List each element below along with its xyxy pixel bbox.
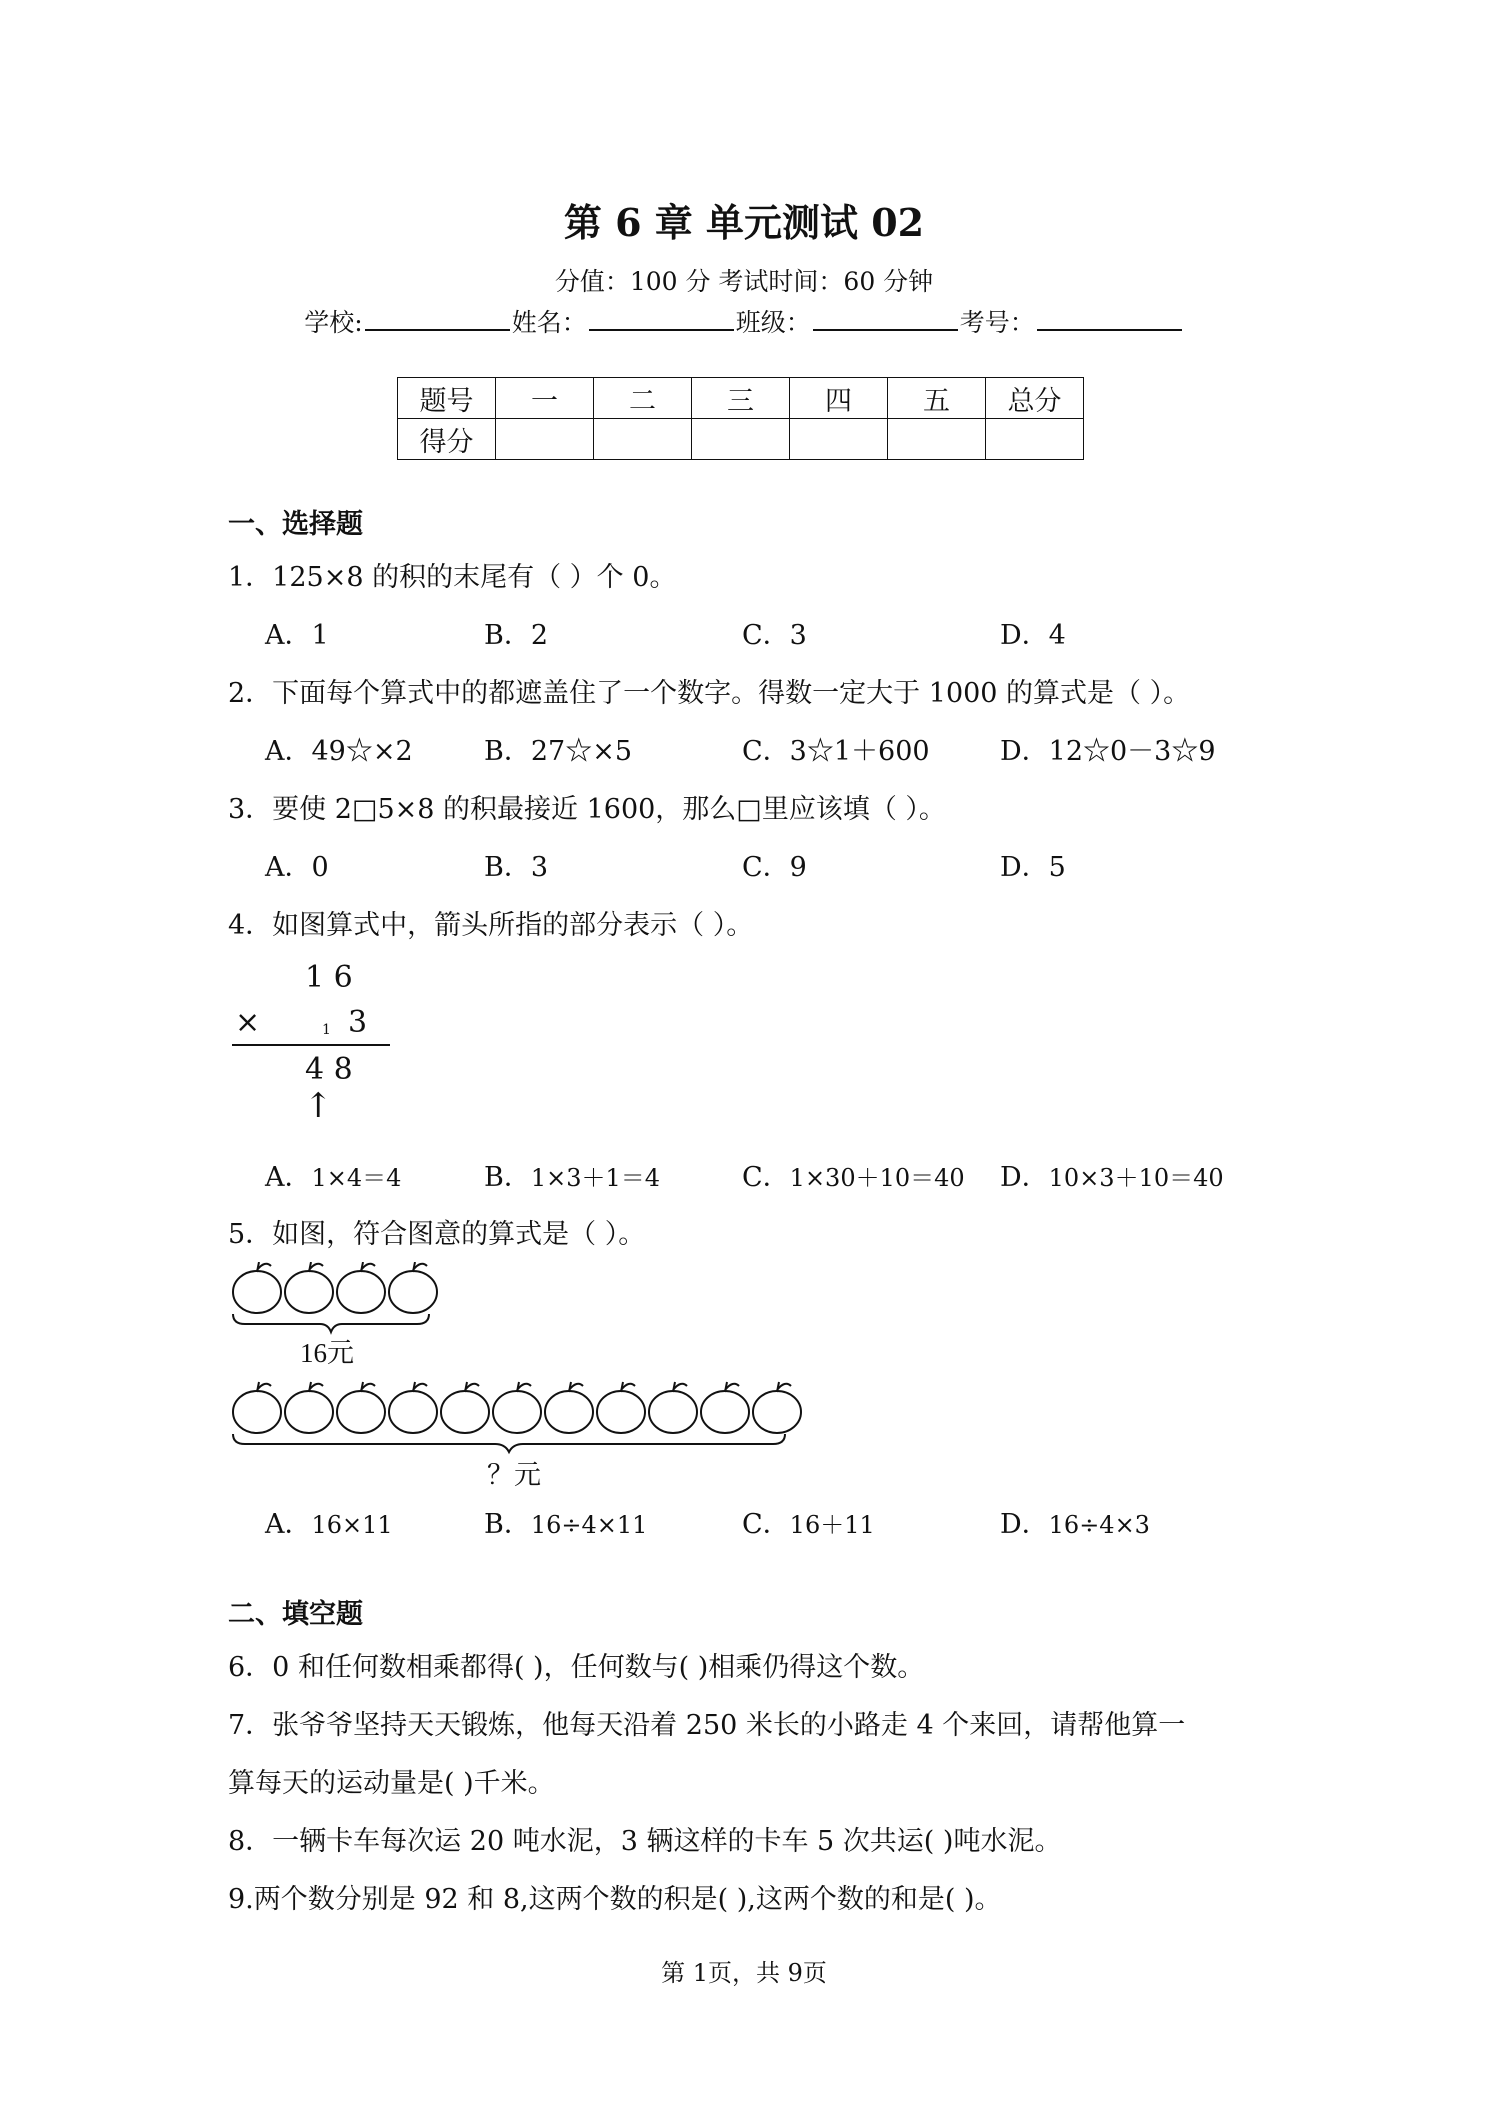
student-info-line [0, 303, 1488, 339]
q3-option-b[interactable]: B．3 [484, 852, 549, 883]
score-cell[interactable] [986, 419, 1084, 460]
option-letter: A． [265, 1509, 312, 1540]
section-heading-fill: 二、填空题 [228, 1599, 363, 1630]
question-7-line-1: 7．张爷爷坚持天天锻炼，他每天沿着 250 米长的小路走 4 个来回，请帮他算一 [228, 1710, 1186, 1741]
q1-option-d[interactable]: D．4 [1000, 620, 1066, 651]
q2-option-c[interactable]: C．3☆1＋600 [742, 736, 930, 767]
q1-option-a[interactable]: A．1 [265, 620, 329, 651]
option-formula: 16＋11 [789, 1511, 875, 1539]
apple-icon [389, 1382, 437, 1433]
score-cell: 得分 [398, 419, 496, 460]
option-formula: 1×4＝4 [311, 1164, 402, 1192]
q3-option-a[interactable]: A．0 [265, 852, 329, 883]
score-cell[interactable] [790, 419, 888, 460]
score-table [397, 377, 1084, 460]
question-9: 9.两个数分别是 92 和 8,这两个数的积是( ),这两个数的和是( )。 [228, 1884, 1002, 1915]
q2-option-d[interactable]: D．12☆0－3☆9 [1000, 736, 1216, 767]
score-cell[interactable] [888, 419, 986, 460]
brace-1 [233, 1314, 429, 1332]
score-table-score-row [398, 419, 1084, 460]
apple-icon [649, 1382, 697, 1433]
school-blank[interactable] [365, 307, 510, 331]
question-5: 5．如图，符合图意的算式是（ ）。 [228, 1219, 646, 1250]
score-cell: 五 [888, 378, 986, 419]
apple-icon [441, 1382, 489, 1433]
id-label: 考号： [959, 308, 1035, 337]
q5-option-d[interactable] [1000, 1502, 1150, 1541]
option-formula: 16÷4×11 [530, 1511, 648, 1539]
score-cell: 二 [594, 378, 692, 419]
apple-icon [545, 1382, 593, 1433]
q5-option-c[interactable] [742, 1502, 875, 1541]
option-formula: 1×3＋1＝4 [530, 1164, 661, 1192]
q4-option-a[interactable] [265, 1155, 401, 1194]
question-7-line-2: 算每天的运动量是( )千米。 [228, 1768, 555, 1799]
apple-icon [493, 1382, 541, 1433]
class-label: 班级： [735, 308, 811, 337]
apple-icon [233, 1262, 281, 1313]
score-cell: 题号 [398, 378, 496, 419]
apple-icon [389, 1262, 437, 1313]
option-letter: C． [742, 1162, 790, 1193]
q2-option-a[interactable]: A．49☆×2 [265, 736, 413, 767]
apple-icon [753, 1382, 801, 1433]
score-table-header-row [398, 378, 1084, 419]
score-cell: 四 [790, 378, 888, 419]
id-blank[interactable] [1037, 307, 1182, 331]
question-4: 4．如图算式中，箭头所指的部分表示（ ）。 [228, 910, 754, 941]
q1-option-b[interactable]: B．2 [484, 620, 549, 651]
option-formula: 16×11 [311, 1511, 393, 1539]
school-label: 学校: [304, 308, 363, 337]
q5-option-b[interactable] [484, 1502, 647, 1541]
apple-icon [233, 1382, 281, 1433]
q4-option-c[interactable] [742, 1155, 965, 1194]
label-unknown-yuan: ？元 [487, 1460, 541, 1490]
mult-product: 4 8 [305, 1052, 353, 1087]
q5-option-a[interactable] [265, 1502, 393, 1541]
apple-icon [285, 1262, 333, 1313]
option-letter: A． [265, 1162, 312, 1193]
question-2: 2．下面每个算式中的都遮盖住了一个数字。得数一定大于 1000 的算式是（ ）。 [228, 678, 1191, 709]
q4-option-b[interactable] [484, 1155, 660, 1194]
mult-top-number: 1 6 [305, 960, 353, 995]
score-cell: 一 [496, 378, 594, 419]
option-formula: 16÷4×3 [1048, 1511, 1150, 1539]
question-1: 1．125×8 的积的末尾有（ ）个 0。 [228, 562, 677, 593]
apple-figure [225, 1262, 825, 1512]
q3-option-d[interactable]: D．5 [1000, 852, 1066, 883]
question-6: 6．0 和任何数相乘都得( )，任何数与( )相乘仍得这个数。 [228, 1652, 925, 1683]
page-footer: 第 1页，共 9页 [661, 1959, 827, 1987]
score-cell[interactable] [692, 419, 790, 460]
apple-icon [337, 1262, 385, 1313]
q2-option-b[interactable]: B．27☆×5 [484, 736, 632, 767]
name-blank[interactable] [589, 307, 734, 331]
q1-option-c[interactable]: C．3 [742, 620, 807, 651]
arrow-up-icon: ↑ [304, 1086, 333, 1126]
name-label: 姓名： [511, 308, 587, 337]
mult-rule-line [232, 1044, 390, 1046]
times-sign: × [235, 1005, 261, 1040]
exam-meta: 分值：100 分 考试时间：60 分钟 [554, 267, 934, 296]
score-cell[interactable] [496, 419, 594, 460]
apple-icon [597, 1382, 645, 1433]
score-cell[interactable] [594, 419, 692, 460]
class-blank[interactable] [813, 307, 958, 331]
option-formula: 1×30＋10＝40 [789, 1164, 965, 1192]
question-3: 3．要使 2□5×8 的积最接近 1600，那么□里应该填（ ）。 [228, 794, 946, 825]
q3-option-c[interactable]: C．9 [742, 852, 807, 883]
option-letter: C． [742, 1509, 790, 1540]
apple-icon [337, 1382, 385, 1433]
option-letter: D． [1000, 1509, 1049, 1540]
option-letter: D． [1000, 1162, 1049, 1193]
brace-2 [233, 1434, 785, 1452]
option-letter: B． [484, 1162, 531, 1193]
apple-row-1 [233, 1262, 437, 1313]
page-title: 第 6 章 单元测试 02 [563, 200, 925, 245]
apple-row-2 [233, 1382, 801, 1433]
q4-option-d[interactable] [1000, 1155, 1224, 1194]
question-8: 8．一辆卡车每次运 20 吨水泥，3 辆这样的卡车 5 次共运( )吨水泥。 [228, 1826, 1062, 1857]
option-letter: B． [484, 1509, 531, 1540]
apple-icon [701, 1382, 749, 1433]
mult-multiplier: 3 [348, 1005, 368, 1040]
score-cell: 总分 [986, 378, 1084, 419]
carry-digit: 1 [322, 1022, 331, 1038]
section-heading-choice: 一、选择题 [228, 509, 363, 540]
score-cell: 三 [692, 378, 790, 419]
option-formula: 10×3＋10＝40 [1048, 1164, 1224, 1192]
apple-icon [285, 1382, 333, 1433]
label-16-yuan: 16元 [300, 1338, 354, 1368]
